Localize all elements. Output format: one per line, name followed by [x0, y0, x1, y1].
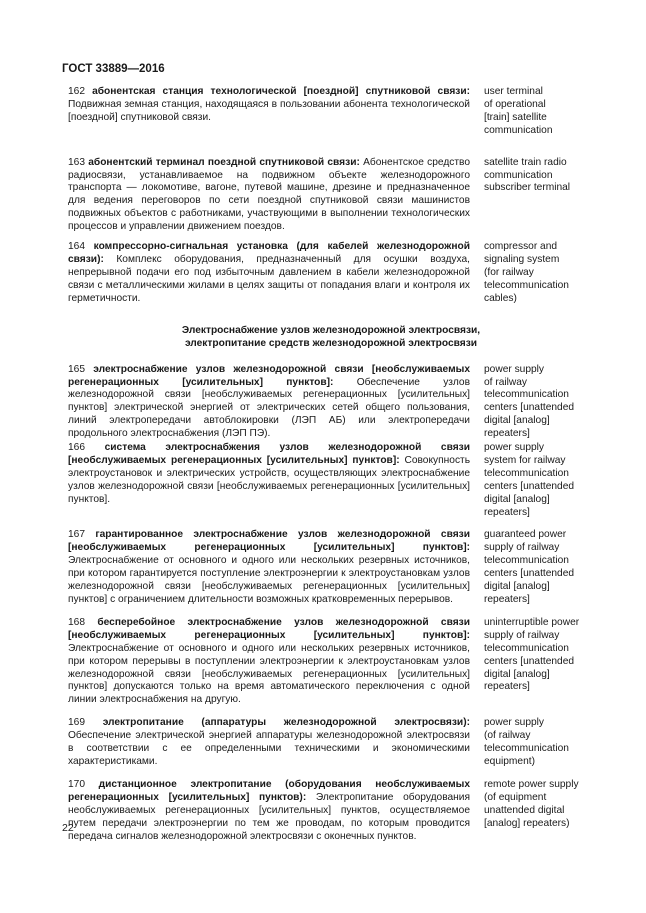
document-header: ГОСТ 33889—2016: [62, 63, 165, 75]
entry-russian: [68, 529, 470, 606]
entry-russian: [68, 86, 470, 138]
entry-term: абонентский терминал поездной спутниковой связи:: [88, 156, 360, 168]
entry-definition: Подвижная земная станция, находящаяся в пользовании абонента технологической [поездной] спутниковой связи.: [68, 98, 470, 123]
entry-number: 167: [68, 529, 85, 541]
entry-definition: Обеспечение узлов железнодорожной связи [необслуживаемых регенерационных [усилительных] пунктов] электрической энергией от электрических сетей общего пользования, линий электропередачи автоблокировки (ЛЭП АБ) или электропередачи продольного электроснабжения (ЛЭП ПЭ).: [68, 376, 470, 440]
entry-russian: [68, 617, 470, 707]
entry-number: 170: [68, 778, 85, 790]
entry-term: система электроснабжения узлов железнодорожной связи [необслуживаемых регенерационных [усилительных] пунктов]:: [68, 442, 470, 466]
entry-number: 162: [68, 86, 85, 97]
entry-russian: [68, 157, 470, 234]
entry-english: uninterruptible power supply of railway telecommunication centers [unattended digital [analog] repeaters]: [484, 616, 580, 693]
entry-english: guaranteed power supply of railway telecommunication centers [unattended digital [analog] repeaters]: [484, 529, 575, 605]
entry-russian: [68, 779, 470, 844]
glossary-entry: [68, 241, 588, 306]
entry-english: satellite train radio communication subscriber terminal: [484, 156, 571, 194]
entry-term: бесперебойное электроснабжение узлов железнодорожной связи [необслуживаемых регенерационных [усилительных] пунктов]:: [68, 616, 470, 641]
entry-term: дистанционное электропитание (оборудования необслуживаемых регенерационных [усилительных] пунктов):: [68, 778, 470, 803]
entry-russian: [68, 364, 470, 441]
entry-russian: [68, 442, 470, 519]
entry-definition: Электроснабжение от основного и одного или нескольких резервных источников, при котором перерывы в поступлении электроэнергии к электроустановкам узлов железнодорожной связи [необслуживаемых регенерационных [усилительных] пунктов] допускаются только на время автоматического переключения с одной линии электроснабжения на другую.: [68, 642, 470, 706]
entry-term: электропитание (аппаратуры железнодорожной электросвязи):: [102, 717, 470, 729]
entry-definition: Электроснабжение от основного и одного или нескольких резервных источников, при котором гарантируется поступление электроэнергии к электроустановкам узлов железнодорожной связи [необслуживаемых регенерационных [усилительных] пунктов] с ограничением длительности возможных кратковременных перерывов.: [68, 555, 470, 605]
entry-number: 166: [68, 442, 85, 454]
glossary-entry: [68, 364, 588, 441]
entry-number: 169: [68, 717, 85, 729]
entry-russian: [68, 241, 470, 306]
page-number: 22: [62, 822, 74, 834]
entry-english: compressor and signaling system (for railway telecommunication cables): [484, 241, 569, 304]
entry-russian: [68, 717, 470, 769]
entry-term: компрессорно-сигнальная установка (для кабелей железнодорожной связи):: [68, 241, 470, 265]
glossary-entry: [68, 157, 588, 234]
entry-english: power supply (of railway telecommunication equipment): [484, 717, 569, 767]
glossary-entry: [68, 717, 588, 769]
entry-english: remote power supply (of equipment unattended digital [analog] repeaters): [484, 778, 579, 829]
entry-definition: Электропитание оборудования необслуживаемых регенерационных [усилительных] пунктов, осуществляемое путем передачи электроэнергии по тем же проводам, по которым проводится передача сигналов железнодорожной электросвязи с оконечных пунктов.: [68, 791, 470, 842]
entry-english: user terminal of operational [train] satellite communication: [484, 86, 553, 136]
glossary-entry: [68, 442, 588, 519]
section-heading: Электроснабжение узлов железнодорожной электросвязи, электропитание средств железнодорожной электросвязи: [181, 324, 481, 349]
entry-english: power supply system for railway telecommunication centers [unattended digital [analog] repeaters]: [484, 442, 575, 518]
entry-term: электроснабжение узлов железнодорожной связи [необслуживаемых регенерационных [усилительных] пунктов]:: [68, 363, 470, 388]
glossary-entry: [68, 779, 588, 844]
entry-definition: Абонентское средство радиосвязи, устанавливаемое на подвижном объекте железнодорожного транспорта — локомотиве, вагоне, путевой машине, дрезине и предназначенное для ведения переговоров по сети поездной спутниковой связи машинистов подвижных объектов с работниками, участвующими в выполнении технологических процессов и управлении движением поездов.: [68, 156, 470, 233]
entry-number: 164: [68, 241, 85, 253]
glossary-entry: [68, 86, 588, 138]
glossary-entry: [68, 529, 588, 606]
entry-number: 163: [68, 156, 85, 168]
entry-term: гарантированное электроснабжение узлов железнодорожной связи [необслуживаемых регенерационных [усилительных] пунктов]:: [68, 529, 470, 554]
entry-definition: Совокупность электроустановок и электрических устройств, осуществляющих электроснабжение узлов железнодорожной связи [необслуживаемых регенерационных [усилительных] пунктов].: [68, 454, 471, 505]
entry-term: абонентская станция технологической [поездной] спутниковой связи:: [92, 86, 470, 97]
entry-number: 165: [68, 363, 85, 375]
glossary-entry: [68, 617, 588, 707]
entry-definition: Обеспечение электрической энергией аппаратуры железнодорожной электросвязи в соответствии с ее определенными техническими и экономическими характеристиками.: [68, 730, 470, 767]
entry-definition: Комплекс оборудования, предназначенный для осушки воздуха, непрерывной подачи его под избыточным давлением в кабели железнодорожной связи с металлическими жилами в целях защиты от попадания влаги и контроля их герметичности.: [68, 253, 470, 304]
entry-number: 168: [68, 616, 85, 628]
entry-english: power supply of railway telecommunication centers [unattended digital [analog] repeaters]: [484, 363, 575, 440]
glossary: [68, 86, 588, 843]
